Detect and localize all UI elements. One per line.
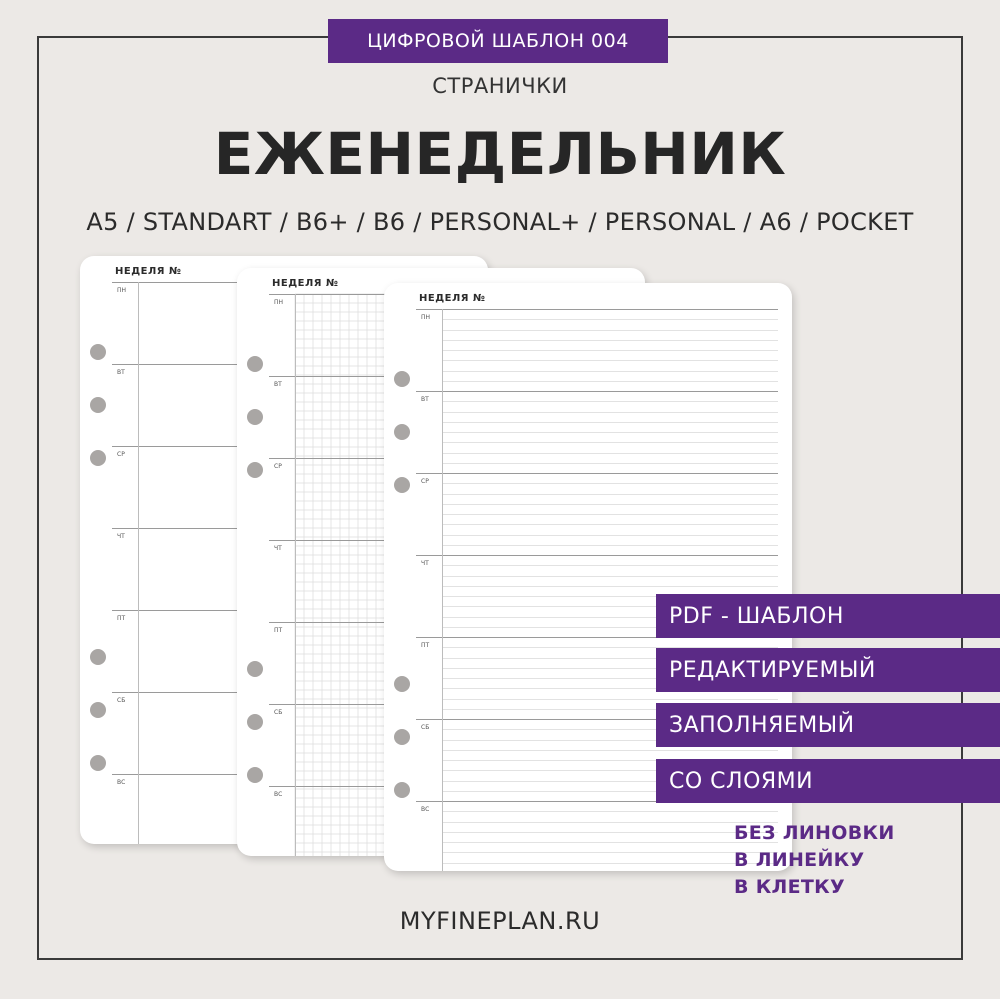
feature-fillable: ЗАПОЛНЯЕМЫЙ: [656, 703, 1000, 747]
ring-hole: [247, 661, 263, 677]
ruled-line: [442, 319, 778, 320]
ruled-line: [442, 832, 778, 833]
ruled-line: [442, 401, 778, 402]
ring-hole: [247, 409, 263, 425]
label-column-divider: [442, 309, 443, 871]
ruled-line: [442, 504, 778, 505]
variant-lined: В ЛИНЕЙКУ: [734, 849, 865, 871]
ruled-line: [442, 442, 778, 443]
ruled-line: [442, 463, 778, 464]
day-label: СР: [274, 463, 282, 470]
day-label: ВС: [274, 791, 283, 798]
day-label: ВТ: [117, 369, 125, 376]
ruled-line: [442, 432, 778, 433]
day-label: СБ: [274, 709, 283, 716]
website-link[interactable]: MYFINEPLAN.RU: [399, 907, 601, 935]
day-label: ПН: [274, 299, 284, 306]
ring-hole: [90, 755, 106, 771]
day-label: ПТ: [117, 615, 126, 622]
ring-hole: [394, 782, 410, 798]
ruled-line: [442, 852, 778, 853]
feature-pdf-template: PDF - ШАБЛОН: [656, 594, 1000, 638]
ruled-line: [442, 565, 778, 566]
ruled-line: [442, 545, 778, 546]
week-label: НЕДЕЛЯ №: [115, 266, 182, 277]
ruled-line: [442, 842, 778, 843]
day-divider: [416, 309, 778, 310]
ring-hole: [247, 462, 263, 478]
week-label: НЕДЕЛЯ №: [272, 278, 339, 289]
ruled-line: [442, 340, 778, 341]
day-label: ПН: [421, 314, 431, 321]
day-label: ПТ: [421, 642, 430, 649]
ruled-line: [442, 514, 778, 515]
day-label: ВС: [117, 779, 126, 786]
label-column-divider: [138, 282, 139, 844]
ring-hole: [394, 676, 410, 692]
ruled-line: [442, 412, 778, 413]
day-label: СР: [117, 451, 125, 458]
ring-hole: [90, 450, 106, 466]
feature-layers: СО СЛОЯМИ: [656, 759, 1000, 803]
day-label: ЧТ: [274, 545, 282, 552]
ruled-line: [442, 494, 778, 495]
day-label: ВТ: [421, 396, 429, 403]
subtitle: СТРАНИЧКИ: [432, 74, 568, 98]
ring-hole: [394, 371, 410, 387]
day-label: СР: [421, 478, 429, 485]
ruled-line: [442, 381, 778, 382]
ruled-line: [442, 371, 778, 372]
formats-list: A5 / STANDART / B6+ / B6 / PERSONAL+ / PERSONAL / A6 / POCKET: [86, 208, 914, 236]
ring-hole: [90, 649, 106, 665]
page-title: ЕЖЕНЕДЕЛЬНИК: [213, 120, 787, 188]
ring-hole: [90, 397, 106, 413]
ruled-line: [442, 453, 778, 454]
ruled-line: [442, 699, 778, 700]
ring-hole: [90, 344, 106, 360]
ruled-line: [442, 524, 778, 525]
ring-hole: [247, 356, 263, 372]
variants-list: [734, 820, 895, 901]
ruled-line: [442, 811, 778, 812]
day-divider: [416, 555, 778, 556]
ruled-line: [442, 576, 778, 577]
ruled-line: [442, 750, 778, 751]
label-column-divider: [295, 294, 296, 856]
ruled-line: [442, 586, 778, 587]
variant-grid: В КЛЕТКУ: [734, 876, 845, 898]
ruled-line: [442, 822, 778, 823]
day-label: ВТ: [274, 381, 282, 388]
day-label: ПТ: [274, 627, 283, 634]
ring-hole: [247, 714, 263, 730]
day-label: ВС: [421, 806, 430, 813]
ruled-line: [442, 483, 778, 484]
ruled-line: [442, 360, 778, 361]
ruled-line: [442, 863, 778, 864]
day-label: ЧТ: [117, 533, 125, 540]
week-label: НЕДЕЛЯ №: [419, 293, 486, 304]
ring-hole: [394, 477, 410, 493]
ring-hole: [90, 702, 106, 718]
day-divider: [416, 391, 778, 392]
ruled-line: [442, 422, 778, 423]
ruled-line: [442, 535, 778, 536]
day-label: СБ: [117, 697, 126, 704]
ruled-line: [442, 350, 778, 351]
day-label: СБ: [421, 724, 430, 731]
ruled-line: [442, 330, 778, 331]
day-label: ЧТ: [421, 560, 429, 567]
variant-blank: БЕЗ ЛИНОВКИ: [734, 822, 895, 844]
day-divider: [416, 473, 778, 474]
template-badge: ЦИФРОВОЙ ШАБЛОН 004: [328, 19, 668, 63]
ring-hole: [394, 729, 410, 745]
feature-editable: РЕДАКТИРУЕМЫЙ: [656, 648, 1000, 692]
day-label: ПН: [117, 287, 127, 294]
ring-hole: [394, 424, 410, 440]
ring-hole: [247, 767, 263, 783]
